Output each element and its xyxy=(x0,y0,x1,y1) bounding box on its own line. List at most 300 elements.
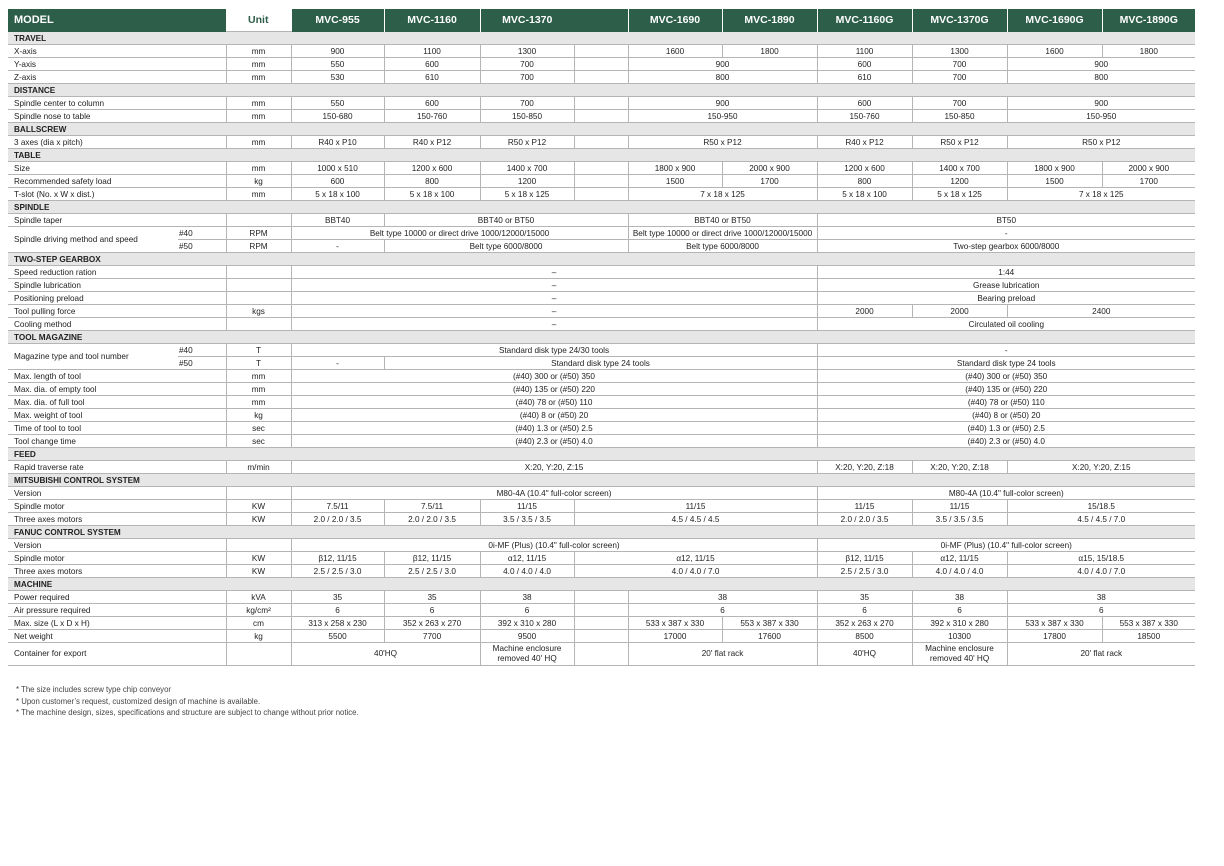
spec-value: 600 xyxy=(291,175,384,188)
spec-label: Spindle lubrication xyxy=(8,279,226,292)
spec-value: 20' flat rack xyxy=(1007,643,1195,666)
section-title: FEED xyxy=(8,448,1195,461)
model-col-header: MVC-1370G xyxy=(912,9,1007,32)
spec-row xyxy=(8,435,1195,448)
spec-value: 4.0 / 4.0 / 4.0 xyxy=(480,565,574,578)
section-row xyxy=(8,578,1195,591)
spec-label: Positioning preload xyxy=(8,292,226,305)
spec-value: 38 xyxy=(1007,591,1195,604)
section-title: TRAVEL xyxy=(8,32,1195,45)
spec-value: 38 xyxy=(480,591,574,604)
spec-value: – xyxy=(291,292,817,305)
spec-value: 5500 xyxy=(291,630,384,643)
spec-value: R40 x P10 xyxy=(291,136,384,149)
spec-label: Spindle taper xyxy=(8,214,226,227)
spec-label: Version xyxy=(8,487,226,500)
spec-label xyxy=(8,617,226,630)
spec-unit: sec xyxy=(226,435,291,448)
spec-label: Power required xyxy=(8,591,226,604)
spec-value: 2.5 / 2.5 / 3.0 xyxy=(817,565,912,578)
spec-unit: KW xyxy=(226,500,291,513)
spec-label: Spindle nose to table xyxy=(8,110,226,123)
section-row xyxy=(8,448,1195,461)
spec-value: 1200 xyxy=(912,175,1007,188)
spec-value: Bearing preload xyxy=(817,292,1195,305)
spec-row xyxy=(8,409,1195,422)
spec-value: 1800 x 900 xyxy=(1007,162,1102,175)
spec-value: 533 x 387 x 330 xyxy=(1007,617,1102,630)
spec-value: R50 x P12 xyxy=(480,136,574,149)
spec-label: Max. length of tool xyxy=(8,370,226,383)
spec-value: 6 xyxy=(384,604,480,617)
spec-value: 1600 xyxy=(1007,45,1102,58)
spec-row xyxy=(8,71,1195,84)
spec-value: Machine enclosure removed 40' HQ xyxy=(912,643,1007,666)
spec-value: 40'HQ xyxy=(817,643,912,666)
spec-value xyxy=(574,175,628,188)
spec-unit: mm xyxy=(226,162,291,175)
spec-unit: mm xyxy=(226,188,291,201)
spec-sub-label: #40 xyxy=(178,344,226,357)
spec-value: R40 x P12 xyxy=(817,136,912,149)
spec-value: 5 x 18 x 125 xyxy=(912,188,1007,201)
section-title: FANUC CONTROL SYSTEM xyxy=(8,526,1195,539)
spec-label-text: T-slot xyxy=(14,189,35,199)
spec-label xyxy=(8,136,226,149)
spec-sub-label: #50 xyxy=(178,240,226,253)
spec-value: 0i-MF (Plus) (10.4" full-color screen) xyxy=(291,539,817,552)
model-col-header: MVC-1690G xyxy=(1007,9,1102,32)
spec-value: 392 x 310 x 280 xyxy=(912,617,1007,630)
section-row xyxy=(8,331,1195,344)
section-row xyxy=(8,201,1195,214)
spec-row xyxy=(8,396,1195,409)
spec-value: Circulated oil cooling xyxy=(817,318,1195,331)
section-title: SPINDLE xyxy=(8,201,1195,214)
spec-value: 800 xyxy=(1007,71,1195,84)
spec-value: 35 xyxy=(817,591,912,604)
spec-unit: mm xyxy=(226,383,291,396)
spec-value: 2000 xyxy=(912,305,1007,318)
spec-value: (#40) 300 or (#50) 350 xyxy=(291,370,817,383)
spec-value: 1700 xyxy=(722,175,817,188)
spec-value: 2.0 / 2.0 / 3.5 xyxy=(384,513,480,526)
spec-unit xyxy=(226,214,291,227)
spec-value: α12, 11/15 xyxy=(574,552,817,565)
spec-value: R40 x P12 xyxy=(384,136,480,149)
spec-value: 700 xyxy=(912,58,1007,71)
spec-unit xyxy=(226,266,291,279)
spec-value: 600 xyxy=(817,58,912,71)
spec-value: 0i-MF (Plus) (10.4" full-color screen) xyxy=(817,539,1195,552)
spec-value xyxy=(574,162,628,175)
section-row xyxy=(8,474,1195,487)
spec-value: (#40) 78 or (#50) 110 xyxy=(291,396,817,409)
spec-row xyxy=(8,97,1195,110)
spec-value: - xyxy=(817,344,1195,357)
spec-value: Belt type 6000/8000 xyxy=(384,240,628,253)
spec-value: M80-4A (10.4" full-color screen) xyxy=(817,487,1195,500)
spec-unit xyxy=(226,292,291,305)
spec-unit: kVA xyxy=(226,591,291,604)
spec-label: Spindle motor xyxy=(8,500,226,513)
spec-row xyxy=(8,539,1195,552)
spec-unit xyxy=(226,318,291,331)
spec-row xyxy=(8,227,1195,240)
spec-table xyxy=(8,9,1195,666)
spec-value: 5 x 18 x 100 xyxy=(291,188,384,201)
spec-value xyxy=(574,604,628,617)
spec-row xyxy=(8,58,1195,71)
spec-value: 18500 xyxy=(1102,630,1195,643)
spec-value: 553 x 387 x 330 xyxy=(1102,617,1195,630)
spec-unit: KW xyxy=(226,565,291,578)
spec-label: Recommended safety load xyxy=(8,175,226,188)
section-row xyxy=(8,149,1195,162)
spec-value: 7 x 18 x 125 xyxy=(628,188,817,201)
spec-value: 1800 xyxy=(722,45,817,58)
spec-value: 1800 x 900 xyxy=(628,162,722,175)
spec-value: 700 xyxy=(912,71,1007,84)
spec-value: 700 xyxy=(912,97,1007,110)
spec-label: Max. weight of tool xyxy=(8,409,226,422)
spec-value: (#40) 135 or (#50) 220 xyxy=(291,383,817,396)
header-row xyxy=(8,9,1195,32)
spec-unit: T xyxy=(226,344,291,357)
spec-value: (#40) 8 or (#50) 20 xyxy=(291,409,817,422)
spec-unit: mm xyxy=(226,45,291,58)
spec-value: 3.5 / 3.5 / 3.5 xyxy=(912,513,1007,526)
spec-row xyxy=(8,240,1195,253)
spec-value: 610 xyxy=(817,71,912,84)
spec-value: 4.0 / 4.0 / 4.0 xyxy=(912,565,1007,578)
spec-value: R50 x P12 xyxy=(912,136,1007,149)
spec-value: 700 xyxy=(480,97,574,110)
spec-value: Standard disk type 24 tools xyxy=(817,357,1195,370)
spec-label: Version xyxy=(8,539,226,552)
spec-value: 150-950 xyxy=(1007,110,1195,123)
spec-value: 8500 xyxy=(817,630,912,643)
spec-value: 4.5 / 4.5 / 7.0 xyxy=(1007,513,1195,526)
spec-unit: KW xyxy=(226,552,291,565)
spec-unit: mm xyxy=(226,58,291,71)
spec-row xyxy=(8,591,1195,604)
spec-unit xyxy=(226,539,291,552)
footnote: * The size includes screw type chip conveyor xyxy=(16,685,172,694)
spec-label: Time of tool to tool xyxy=(8,422,226,435)
spec-value: α15, 15/18.5 xyxy=(1007,552,1195,565)
spec-value: 313 x 258 x 230 xyxy=(291,617,384,630)
spec-value: 533 x 387 x 330 xyxy=(628,617,722,630)
spec-label: Cooling method xyxy=(8,318,226,331)
spec-row xyxy=(8,110,1195,123)
spec-value: β12, 11/15 xyxy=(291,552,384,565)
spec-value: 600 xyxy=(384,97,480,110)
spec-row xyxy=(8,487,1195,500)
section-title: BALLSCREW xyxy=(8,123,1195,136)
spec-value: 1300 xyxy=(912,45,1007,58)
spec-value: – xyxy=(291,318,817,331)
section-row xyxy=(8,123,1195,136)
spec-value: M80-4A (10.4" full-color screen) xyxy=(291,487,817,500)
spec-unit: sec xyxy=(226,422,291,435)
spec-value: 1000 x 510 xyxy=(291,162,384,175)
spec-value: 352 x 263 x 270 xyxy=(384,617,480,630)
spec-label: Y-axis xyxy=(8,58,226,71)
spec-value: 1500 xyxy=(1007,175,1102,188)
spec-value: 7.5/11 xyxy=(384,500,480,513)
spec-unit xyxy=(226,643,291,666)
spec-value: 1700 xyxy=(1102,175,1195,188)
spec-value: – xyxy=(291,305,817,318)
spec-value: 1400 x 700 xyxy=(480,162,574,175)
spec-label: Spindle driving method and speed xyxy=(8,227,178,253)
spec-row xyxy=(8,461,1195,474)
spec-value: α12, 11/15 xyxy=(912,552,1007,565)
spec-value: 17800 xyxy=(1007,630,1102,643)
spec-value: Belt type 10000 or direct drive 1000/12000/15000 xyxy=(628,227,817,240)
spec-row xyxy=(8,513,1195,526)
spec-row xyxy=(8,357,1195,370)
spec-row xyxy=(8,500,1195,513)
unit-header: Unit xyxy=(226,9,291,32)
spec-row xyxy=(8,305,1195,318)
spec-label: Rapid traverse rate xyxy=(8,461,226,474)
spec-value: 700 xyxy=(480,71,574,84)
spec-label: Z-axis xyxy=(8,71,226,84)
spec-unit: RPM xyxy=(226,240,291,253)
spec-row xyxy=(8,136,1195,149)
spec-value: 1500 xyxy=(628,175,722,188)
spec-value xyxy=(574,97,628,110)
spec-value: 6 xyxy=(1007,604,1195,617)
spec-value xyxy=(574,591,628,604)
spec-value: (#40) 300 or (#50) 350 xyxy=(817,370,1195,383)
spec-unit: kg xyxy=(226,630,291,643)
spec-value: 5 x 18 x 125 xyxy=(480,188,574,201)
spec-value: Two-step gearbox 6000/8000 xyxy=(817,240,1195,253)
spec-value: β12, 11/15 xyxy=(384,552,480,565)
spec-value: – xyxy=(291,266,817,279)
spec-value: 2000 xyxy=(817,305,912,318)
section-title: TABLE xyxy=(8,149,1195,162)
spec-value: 900 xyxy=(628,97,817,110)
spec-label: Container for export xyxy=(8,643,226,666)
model-col-header: MVC-1160 xyxy=(384,9,480,32)
spec-value: 11/15 xyxy=(574,500,817,513)
spec-value: 1600 xyxy=(628,45,722,58)
spec-value: 7700 xyxy=(384,630,480,643)
spec-unit: mm xyxy=(226,71,291,84)
section-title: DISTANCE xyxy=(8,84,1195,97)
spec-value: 1100 xyxy=(384,45,480,58)
model-col-header: MVC-1370 xyxy=(480,9,574,32)
spec-value: 150-850 xyxy=(480,110,574,123)
spec-value: (#40) 2.3 or (#50) 4.0 xyxy=(291,435,817,448)
spec-value: (#40) 78 or (#50) 110 xyxy=(817,396,1195,409)
spec-value: α12, 11/15 xyxy=(480,552,574,565)
footnotes xyxy=(16,684,359,719)
spec-value: (#40) 1.3 or (#50) 2.5 xyxy=(291,422,817,435)
spec-value: 1200 xyxy=(480,175,574,188)
section-row xyxy=(8,253,1195,266)
spec-row xyxy=(8,344,1195,357)
spec-value: 4.0 / 4.0 / 7.0 xyxy=(574,565,817,578)
spec-value: Belt type 6000/8000 xyxy=(628,240,817,253)
spec-value: 150-850 xyxy=(912,110,1007,123)
spec-value: β12, 11/15 xyxy=(817,552,912,565)
spec-unit: cm xyxy=(226,617,291,630)
spec-label: Spindle motor xyxy=(8,552,226,565)
spec-row xyxy=(8,630,1195,643)
spec-unit: mm xyxy=(226,370,291,383)
spec-unit: mm xyxy=(226,110,291,123)
spec-row xyxy=(8,279,1195,292)
spec-value: 1400 x 700 xyxy=(912,162,1007,175)
spec-label: Net weight xyxy=(8,630,226,643)
spec-unit: kgs xyxy=(226,305,291,318)
spec-value: 900 xyxy=(628,58,817,71)
spec-value: X:20, Y:20, Z:18 xyxy=(817,461,912,474)
spec-unit: kg xyxy=(226,409,291,422)
spec-value: 35 xyxy=(291,591,384,604)
spec-value: 11/15 xyxy=(817,500,912,513)
spec-value xyxy=(574,45,628,58)
spec-value: - xyxy=(817,227,1195,240)
spec-unit: mm xyxy=(226,396,291,409)
spec-value: 900 xyxy=(1007,58,1195,71)
spec-label-text: 3 axes xyxy=(14,137,39,147)
spec-value: (#40) 1.3 or (#50) 2.5 xyxy=(817,422,1195,435)
spec-unit xyxy=(226,487,291,500)
spec-value: Belt type 10000 or direct drive 1000/12000/15000 xyxy=(291,227,628,240)
spec-value: 550 xyxy=(291,97,384,110)
spec-value xyxy=(574,110,628,123)
spec-value: 38 xyxy=(628,591,817,604)
spec-value xyxy=(574,630,628,643)
spec-value: 392 x 310 x 280 xyxy=(480,617,574,630)
spec-value: BBT40 xyxy=(291,214,384,227)
spec-value: 600 xyxy=(384,58,480,71)
spec-row xyxy=(8,565,1195,578)
spec-value: 610 xyxy=(384,71,480,84)
section-title: MITSUBISHI CONTROL SYSTEM xyxy=(8,474,1195,487)
spec-row xyxy=(8,266,1195,279)
spec-row xyxy=(8,370,1195,383)
spec-value: 4.5 / 4.5 / 4.5 xyxy=(574,513,817,526)
spec-value: 11/15 xyxy=(912,500,1007,513)
spec-value: 6 xyxy=(291,604,384,617)
spec-value: 6 xyxy=(912,604,1007,617)
spec-row xyxy=(8,552,1195,565)
spec-row xyxy=(8,383,1195,396)
spec-sub-label: #50 xyxy=(178,357,226,370)
section-title: MACHINE xyxy=(8,578,1195,591)
spec-value: 900 xyxy=(1007,97,1195,110)
spec-value: 2000 x 900 xyxy=(722,162,817,175)
spec-unit: mm xyxy=(226,136,291,149)
spec-label-text: Max. size xyxy=(14,618,49,628)
footnote: * Upon customer’s request, customized design of machine is available. xyxy=(16,696,261,706)
header-spacer xyxy=(574,9,628,32)
spec-table-body xyxy=(8,9,1195,666)
spec-value xyxy=(574,188,628,201)
spec-value: 1200 x 600 xyxy=(384,162,480,175)
spec-value: 900 xyxy=(291,45,384,58)
spec-value: 150-950 xyxy=(628,110,817,123)
spec-value: 4.0 / 4.0 / 7.0 xyxy=(1007,565,1195,578)
spec-value: 6 xyxy=(817,604,912,617)
spec-row xyxy=(8,604,1195,617)
spec-value: Machine enclosure removed 40' HQ xyxy=(480,643,574,666)
spec-label: Tool change time xyxy=(8,435,226,448)
spec-value: 6 xyxy=(480,604,574,617)
spec-value xyxy=(574,136,628,149)
spec-value: 150-680 xyxy=(291,110,384,123)
spec-row xyxy=(8,643,1195,666)
spec-value: 2400 xyxy=(1007,305,1195,318)
spec-label: Max. dia. of full tool xyxy=(8,396,226,409)
spec-label: Tool pulling force xyxy=(8,305,226,318)
spec-value: 10300 xyxy=(912,630,1007,643)
spec-row xyxy=(8,318,1195,331)
spec-value: 352 x 263 x 270 xyxy=(817,617,912,630)
spec-value: 17600 xyxy=(722,630,817,643)
spec-value: 700 xyxy=(480,58,574,71)
spec-value: (#40) 135 or (#50) 220 xyxy=(817,383,1195,396)
spec-row xyxy=(8,45,1195,58)
spec-value: (#40) 8 or (#50) 20 xyxy=(817,409,1195,422)
spec-value: (#40) 2.3 or (#50) 4.0 xyxy=(817,435,1195,448)
spec-row xyxy=(8,292,1195,305)
spec-value: – xyxy=(291,279,817,292)
spec-value: 15/18.5 xyxy=(1007,500,1195,513)
section-row xyxy=(8,32,1195,45)
spec-label: Spindle center to column xyxy=(8,97,226,110)
spec-label: Magazine type and tool number xyxy=(8,344,178,370)
spec-value: Standard disk type 24/30 tools xyxy=(291,344,817,357)
spec-value: R50 x P12 xyxy=(1007,136,1195,149)
section-row xyxy=(8,84,1195,97)
spec-value xyxy=(574,617,628,630)
spec-value: 5 x 18 x 100 xyxy=(817,188,912,201)
spec-value xyxy=(574,58,628,71)
spec-label: X-axis xyxy=(8,45,226,58)
spec-value: 6 xyxy=(628,604,817,617)
spec-unit: KW xyxy=(226,513,291,526)
spec-value: X:20, Y:20, Z:15 xyxy=(291,461,817,474)
model-col-header: MVC-1690 xyxy=(628,9,722,32)
spec-value: Grease lubrication xyxy=(817,279,1195,292)
spec-value: 3.5 / 3.5 / 3.5 xyxy=(480,513,574,526)
spec-unit: RPM xyxy=(226,227,291,240)
spec-row xyxy=(8,175,1195,188)
model-header: MODEL xyxy=(8,9,226,32)
spec-value: 150-760 xyxy=(817,110,912,123)
spec-value: 11/15 xyxy=(480,500,574,513)
spec-value: X:20, Y:20, Z:15 xyxy=(1007,461,1195,474)
spec-label: Size xyxy=(8,162,226,175)
model-col-header: MVC-1160G xyxy=(817,9,912,32)
spec-value: 17000 xyxy=(628,630,722,643)
spec-value: 2.0 / 2.0 / 3.5 xyxy=(817,513,912,526)
spec-row xyxy=(8,617,1195,630)
model-col-header: MVC-1890G xyxy=(1102,9,1195,32)
model-col-header: MVC-955 xyxy=(291,9,384,32)
section-row xyxy=(8,526,1195,539)
spec-value: BBT40 or BT50 xyxy=(628,214,817,227)
spec-value: 2000 x 900 xyxy=(1102,162,1195,175)
